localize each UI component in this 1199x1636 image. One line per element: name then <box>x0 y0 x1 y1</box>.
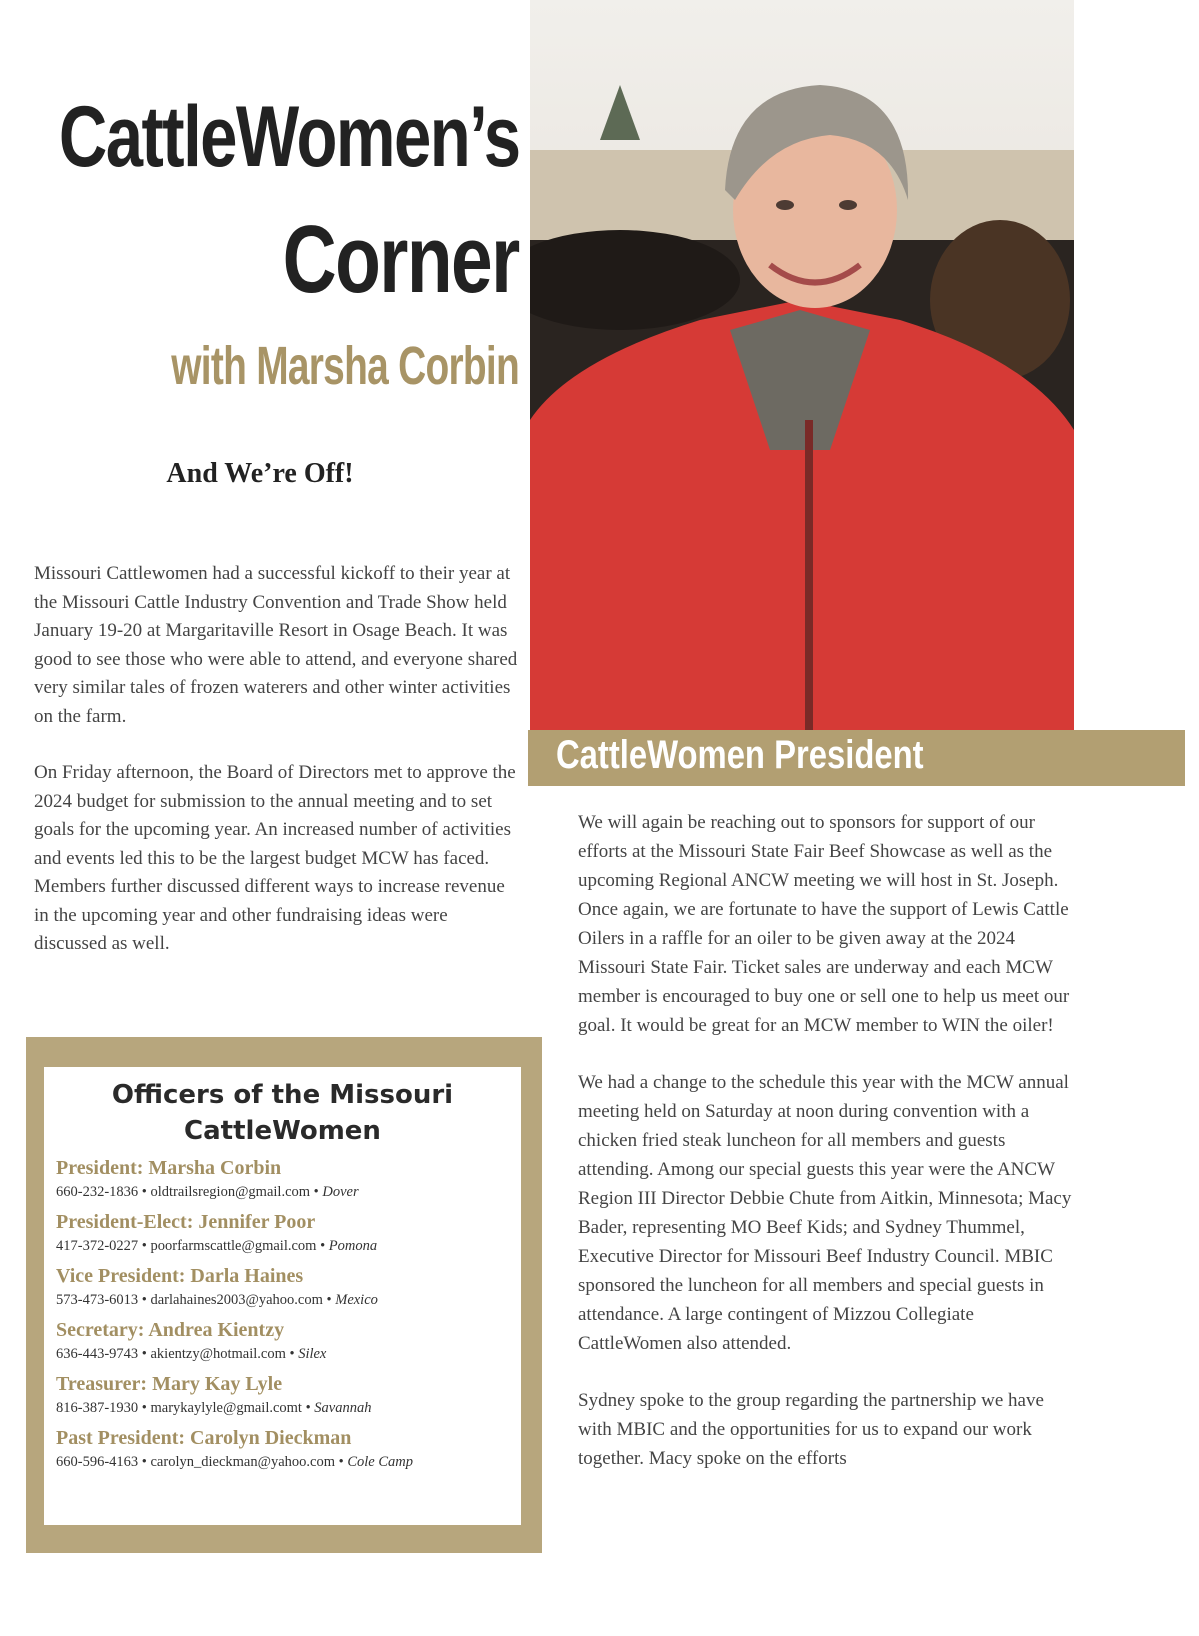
officer-phone: 816-387-1930 <box>56 1400 139 1416</box>
officer-entry <box>56 1425 521 1473</box>
article-paragraph: On Friday afternoon, the Board of Directors met to approve the 2024 budget for submission to the annual meeting and to set goals for the upcoming year. An increased number of activities and events led this to be the largest budget MCW has faced. Members further discussed different ways to increase revenue in the upcoming year and other fundraising ideas were discussed as well. <box>34 762 516 954</box>
officers-title <box>44 1077 521 1149</box>
officer-town: Pomona <box>328 1238 378 1254</box>
officer-phone: 417-372-0227 <box>56 1238 139 1254</box>
officer-town: Silex <box>298 1346 327 1362</box>
article-paragraph: Missouri Cattlewomen had a successful kickoff to their year at the Missouri Cattle Industry Convention and Trade Show held January 19-20 at Margaritaville Resort in Osage Beach. It was good to see those who were able to attend, and everyone shared very similar tales of frozen waterers and other winter activities on the farm. <box>34 563 518 727</box>
officer-town: Mexico <box>335 1292 378 1308</box>
officer-phone: 660-596-4163 <box>56 1454 139 1470</box>
officer-phone: 660-232-1836 <box>56 1184 139 1200</box>
officer-town: Savannah <box>314 1400 372 1416</box>
officer-email[interactable]: darlahaines2003@yahoo.com <box>150 1292 323 1308</box>
article-right-column <box>578 808 1078 1501</box>
officer-name: President: Marsha Corbin <box>56 1157 282 1179</box>
officer-town: Cole Camp <box>347 1454 413 1470</box>
officer-email[interactable]: oldtrailsregion@gmail.com <box>150 1184 311 1200</box>
officer-contact: 660-596-4163 • carolyn_dieckman@yahoo.com • Cole Camp <box>56 1454 413 1470</box>
officers-box <box>26 1037 542 1553</box>
officer-town: Dover <box>322 1184 359 1200</box>
officer-email[interactable]: akientzy@hotmail.com <box>150 1346 286 1362</box>
officer-entry <box>56 1371 521 1419</box>
officer-email[interactable]: marykaylyle@gmail.comt <box>150 1400 302 1416</box>
officer-contact: 573-473-6013 • darlahaines2003@yahoo.com • Mexico <box>56 1292 378 1308</box>
page-title-line1: CattleWomen’s <box>58 89 519 185</box>
president-photo <box>530 0 1074 730</box>
officer-email[interactable]: carolyn_dieckman@yahoo.com <box>150 1454 335 1470</box>
officer-contact: 816-387-1930 • marykaylyle@gmail.comt • Savannah <box>56 1400 372 1416</box>
article-headline: And We’re Off! <box>166 458 354 489</box>
officer-name: Vice President: Darla Haines <box>56 1265 304 1287</box>
officer-contact: 660-232-1836 • oldtrailsregion@gmail.com • Dover <box>56 1184 359 1200</box>
officer-contact: 417-372-0227 • poorfarmscattle@gmail.com • Pomona <box>56 1238 378 1254</box>
officer-name: Secretary: Andrea Kientzy <box>56 1319 285 1341</box>
officer-contact: 636-443-9743 • akientzy@hotmail.com • Silex <box>56 1346 327 1362</box>
article-paragraph: We had a change to the schedule this year with the MCW annual meeting held on Saturday at noon during convention with a chicken fried steak luncheon for all members and guests attending. Among our special guests this year were the ANCW Region III Director Debbie Chute from Aitkin, Minnesota; Macy Bader, representing MO Beef Kids; and Sydney Thummel, Executive Director for Missouri Beef Industry Council. MBIC sponsored the luncheon for all members and special guests in attendance. A large contingent of Mizzou Collegiate CattleWomen also attended. <box>578 1072 1072 1354</box>
photo-caption: CattleWomen President <box>556 733 924 777</box>
officers-title-line1: Officers of the Missouri <box>111 1080 454 1110</box>
officer-email[interactable]: poorfarmscattle@gmail.com <box>150 1238 317 1254</box>
officer-entry <box>56 1263 521 1311</box>
page-title-line2: Corner <box>282 206 519 313</box>
officer-name: Treasurer: Mary Kay Lyle <box>56 1373 283 1395</box>
officer-phone: 636-443-9743 <box>56 1346 139 1362</box>
officer-entry <box>56 1209 521 1257</box>
officer-entry <box>56 1317 521 1365</box>
article-paragraph: Sydney spoke to the group regarding the partnership we have with MBIC and the opportunities for us to expand our work together. Macy spoke on the efforts <box>578 1390 1044 1469</box>
portrait-illustration <box>530 0 1074 730</box>
caption-bar <box>528 730 1185 786</box>
byline: with Marsha Corbin <box>171 336 519 396</box>
officer-name: President-Elect: Jennifer Poor <box>56 1211 316 1233</box>
officers-inner <box>44 1067 521 1525</box>
officer-phone: 573-473-6013 <box>56 1292 139 1308</box>
officer-entry <box>56 1155 521 1203</box>
officers-title-line2: CattleWomen <box>184 1116 381 1146</box>
officer-name: Past President: Carolyn Dieckman <box>56 1427 352 1449</box>
article-left-column <box>34 560 524 987</box>
article-paragraph: We will again be reaching out to sponsors for support of our efforts at the Missouri State Fair Beef Showcase as well as the upcoming Regional ANCW meeting we will host in St. Joseph. Once again, we are fortunate to have the support of Lewis Cattle Oilers in a raffle for an oiler to be given away at the 2024 Missouri State Fair. Ticket sales are underway and each MCW member is encouraged to buy one or sell one to help us meet our goal. It would be great for an MCW member to WIN the oiler! <box>578 812 1070 1036</box>
